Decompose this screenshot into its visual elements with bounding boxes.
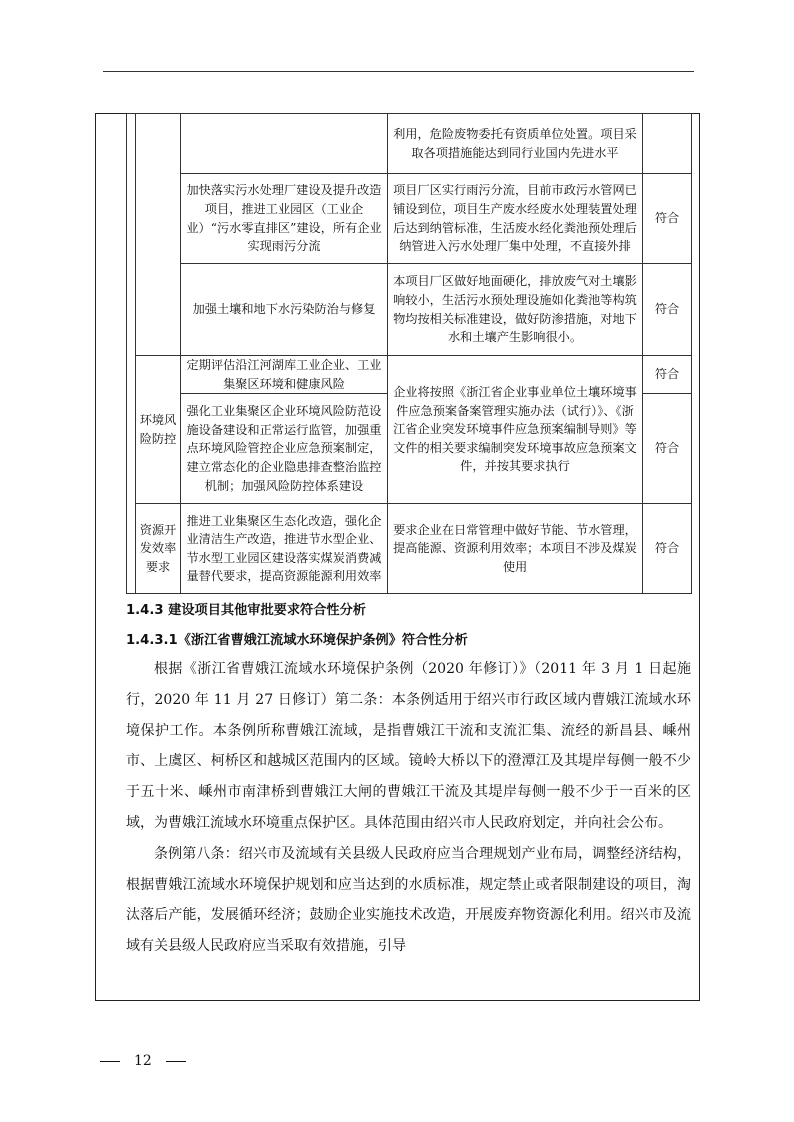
paragraph: 根据《浙江省曹娥江流域水环境保护条例（2020 年修订）》（2011 年 3 月 1 日起施行，2020 年 11 月 27 日修订）第二条：本条例适用于绍兴市行政区域内曹娥江流域水环境保护工作。本条例所称曹娥江流域，是指曹娥江干流和支流汇集、流经的新昌县、嵊州市、上虞区、柯桥区和越城区范围内的区域。镜岭大桥以下的澄潭江及其堤岸每侧一般不少于五十米、嵊州市南津桥到曹娥江大闸的曹娥江干流及其堤岸每侧一般不少于一百米的区域，为曹娥江流域水环境重点保护区。具体范围由绍兴市人民政府划定，并向社会公布。 [126,661,691,831]
requirement-cell: 定期评估沿江河湖库工业企业、工业集聚区环境和健康风险 [181,356,388,394]
table-row [127,174,692,264]
requirement-cell: 加快落实污水处理厂建设及提升改造项目，推进工业园区（工业企业）“污水零直排区”建设，所有企业实现雨污分流 [181,174,388,264]
requirement-cell: 加强土壤和地下水污染防治与修复 [181,264,388,356]
page-number: 12 [134,1053,152,1069]
requirement-cell: 推进工业集聚区生态化改造，强化企业清洁生产改造，推进节水型企业、节水型工业园区建设落实煤炭消费减量替代要求，提高资源能源利用效率 [181,504,388,594]
header-rule [103,71,694,72]
requirements-table [126,113,692,594]
measure-cell: 企业将按照《浙江省企业事业单位土壤环境事件应急预案备案管理实施办法（试行）》、《浙江省企业突发环境事件应急预案编制导则》等文件的相关要求编制突发环境事故应急预案文件，并按其要求执行 [388,356,643,504]
measure-cell: 利用，危险废物委托有资质单位处置。项目采取各项措施能达到同行业国内先进水平 [388,114,643,174]
page-footer [100,1053,186,1069]
paragraph: 条例第八条：绍兴市及流域有关县级人民政府应当合理规划产业布局，调整经济结构，根据曹娥江流域水环境保护规划和应当达到的水质标准，规定禁止或者限制建设的项目，淘汰落后产能，发展循环经济；鼓励企业实施技术改造，开展废弃物资源化利用。绍兴市及流域有关县级人民政府应当采取有效措施，引导 [126,845,691,955]
category-cell: 资源开发效率要求 [136,504,181,594]
result-cell: 符合 [643,504,692,594]
result-cell: 符合 [643,264,692,356]
requirement-cell: 强化工业集聚区企业环境风险防范设施设备建设和正常运行监管，加强重点环境风险管控企业应急预案制定，建立常态化的企业隐患排查整治监控机制；加强风险防控体系建设 [181,394,388,504]
table-row [127,264,692,356]
result-cell: 符合 [643,356,692,394]
outer-blank-cell [127,114,136,594]
result-cell: 符合 [643,174,692,264]
measure-cell: 项目厂区实行雨污分流，目前市政污水管网已铺设到位，项目生产废水经废水处理装置处理后达到纳管标准，生活废水经化粪池预处理后纳管进入污水处理厂集中处理，不直接外排 [388,174,643,264]
category-cell: 环境风险防控 [136,356,181,504]
table-row [127,114,692,174]
result-cell [643,114,692,174]
measure-cell: 要求企业在日常管理中做好节能、节水管理，提高能源、资源利用效率；本项目不涉及煤炭使用 [388,504,643,594]
measure-cell: 本项目厂区做好地面硬化，排放废气对土壤影响较小，生活污水预处理设施如化粪池等构筑物均按相关标准建设，做好防渗措施，对地下水和土壤产生影响很小。 [388,264,643,356]
table-row [127,504,692,594]
footer-dash [100,1061,120,1062]
requirement-cell [181,114,388,174]
category-cell [136,114,181,356]
body-text [126,654,691,962]
table-row [127,356,692,394]
section-heading: 1.4.3 建设项目其他审批要求符合性分析 [126,603,366,618]
result-cell: 符合 [643,394,692,504]
subsection-heading: 1.4.3.1《浙江省曹娥江流域水环境保护条例》符合性分析 [126,633,468,648]
footer-dash [166,1061,186,1062]
